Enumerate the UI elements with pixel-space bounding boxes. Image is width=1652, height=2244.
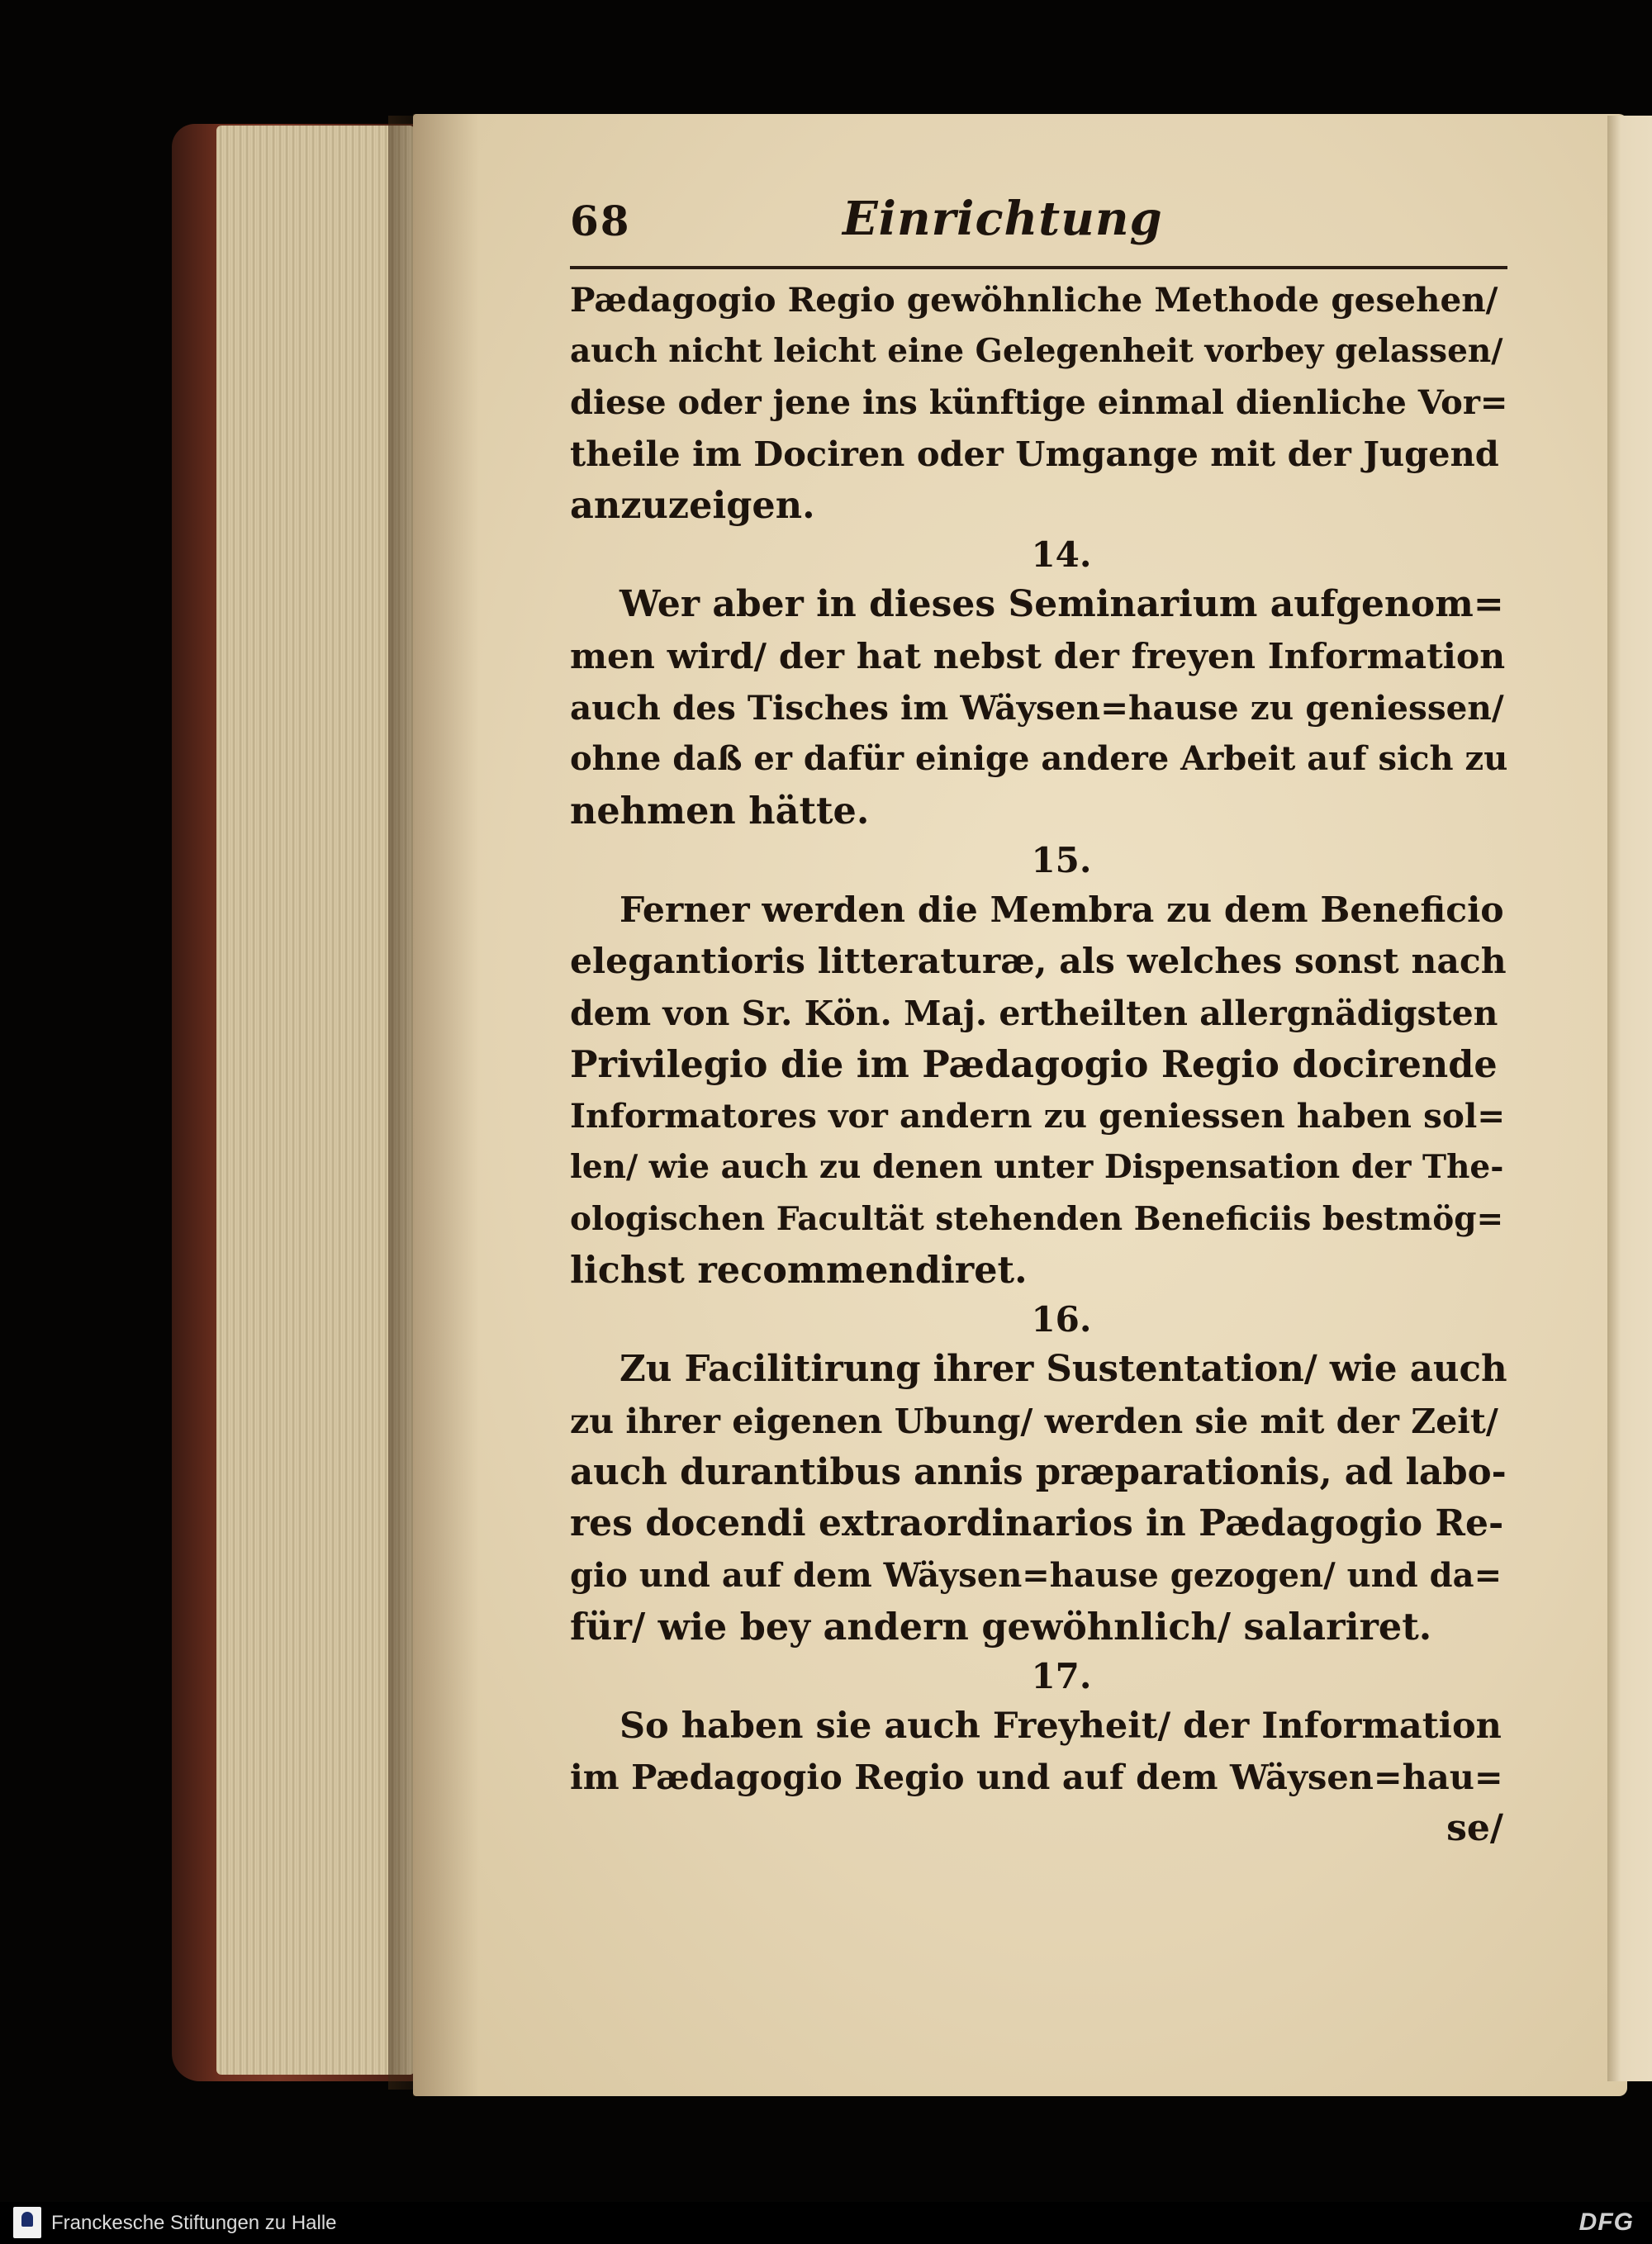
text-line: ohne daß er dafür einige andere Arbeit auf sich zu xyxy=(570,739,1508,779)
text-line: len/ wie auch zu denen unter Dispensation der The- xyxy=(570,1148,1504,1187)
paragraph-14 xyxy=(570,579,1508,836)
text-line: Pædagogio Regio gewöhnliche Methode gesehen/ xyxy=(570,280,1498,320)
facing-page-edge xyxy=(1607,116,1652,2081)
text-line: gio und auf dem Wäysen=hause gezogen/ und da= xyxy=(570,1555,1502,1595)
text-line: So haben sie auch Freyheit/ der Information xyxy=(620,1706,1502,1748)
text-line: res docendi extraordinarios in Pædagogio Re- xyxy=(570,1502,1504,1545)
text-line: diese oder jene ins künftige einmal dienliche Vor= xyxy=(570,382,1508,422)
section-number: 14. xyxy=(1031,534,1092,576)
text-line: nehmen hätte. xyxy=(570,789,870,833)
text-line: im Pædagogio Regio und auf dem Wäysen=hau= xyxy=(570,1757,1503,1798)
page-edges xyxy=(216,126,415,2075)
text-line: dem von Sr. Kön. Maj. ertheilten allergnädigsten xyxy=(570,993,1498,1033)
text-line: Ferner werden die Membra zu dem Beneficio xyxy=(620,889,1504,931)
logo-mark xyxy=(21,2212,33,2227)
institution-name: Franckesche Stiftungen zu Halle xyxy=(51,2212,337,2234)
text-line: Informatores vor andern zu geniessen haben sol= xyxy=(570,1096,1506,1136)
head-rule xyxy=(570,266,1507,269)
page-number: 68 xyxy=(570,197,631,245)
text-line: anzuzeigen. xyxy=(570,484,815,528)
paragraph-16 xyxy=(570,1344,1507,1653)
text-line: ologischen Facultät stehenden Beneficiis bestmög= xyxy=(570,1199,1504,1238)
text-line: zu ihrer eigenen Ubung/ werden sie mit der Zeit/ xyxy=(570,1401,1498,1441)
text-line: Wer aber in dieses Seminarium aufgenom= xyxy=(620,583,1504,626)
paragraph-17 xyxy=(570,1701,1503,1804)
running-head-title: Einrichtung xyxy=(843,192,1163,246)
institution-logo-icon xyxy=(13,2207,41,2238)
section-number: 15. xyxy=(1031,839,1092,880)
text-line: auch nicht leicht eine Gelegenheit vorbey gelassen/ xyxy=(570,332,1503,371)
text-line: auch des Tisches im Wäysen=hause zu geniessen/ xyxy=(570,688,1504,728)
text-line: für/ wie bey andern gewöhnlich/ salariret. xyxy=(570,1605,1432,1649)
footer-bar xyxy=(0,2202,1652,2244)
paragraph-continued xyxy=(570,274,1508,531)
paragraph-15 xyxy=(570,885,1507,1296)
gutter-shadow xyxy=(413,114,479,2096)
text-line: theile im Dociren oder Umgange mit der Jugend xyxy=(570,433,1499,474)
catchword: se/ xyxy=(1446,1806,1503,1849)
text-line: auch durantibus annis præparationis, ad labo- xyxy=(570,1450,1507,1493)
running-head xyxy=(570,192,1503,253)
page-text xyxy=(570,192,1508,1853)
text-line: men wird/ der hat nebst der freyen Information xyxy=(570,635,1506,677)
text-line: Privilegio die im Pædagogio Regio docirende xyxy=(570,1042,1498,1086)
section-number: 17. xyxy=(1031,1656,1092,1697)
section-number: 16. xyxy=(1031,1299,1092,1340)
text-line: Zu Facilitirung ihrer Sustentation/ wie auch xyxy=(620,1348,1507,1391)
dfg-logo: DFG xyxy=(1578,2208,1634,2236)
text-line: elegantioris litteraturæ, als welches sonst nach xyxy=(570,941,1507,983)
text-line: lichst recommendiret. xyxy=(570,1249,1028,1293)
